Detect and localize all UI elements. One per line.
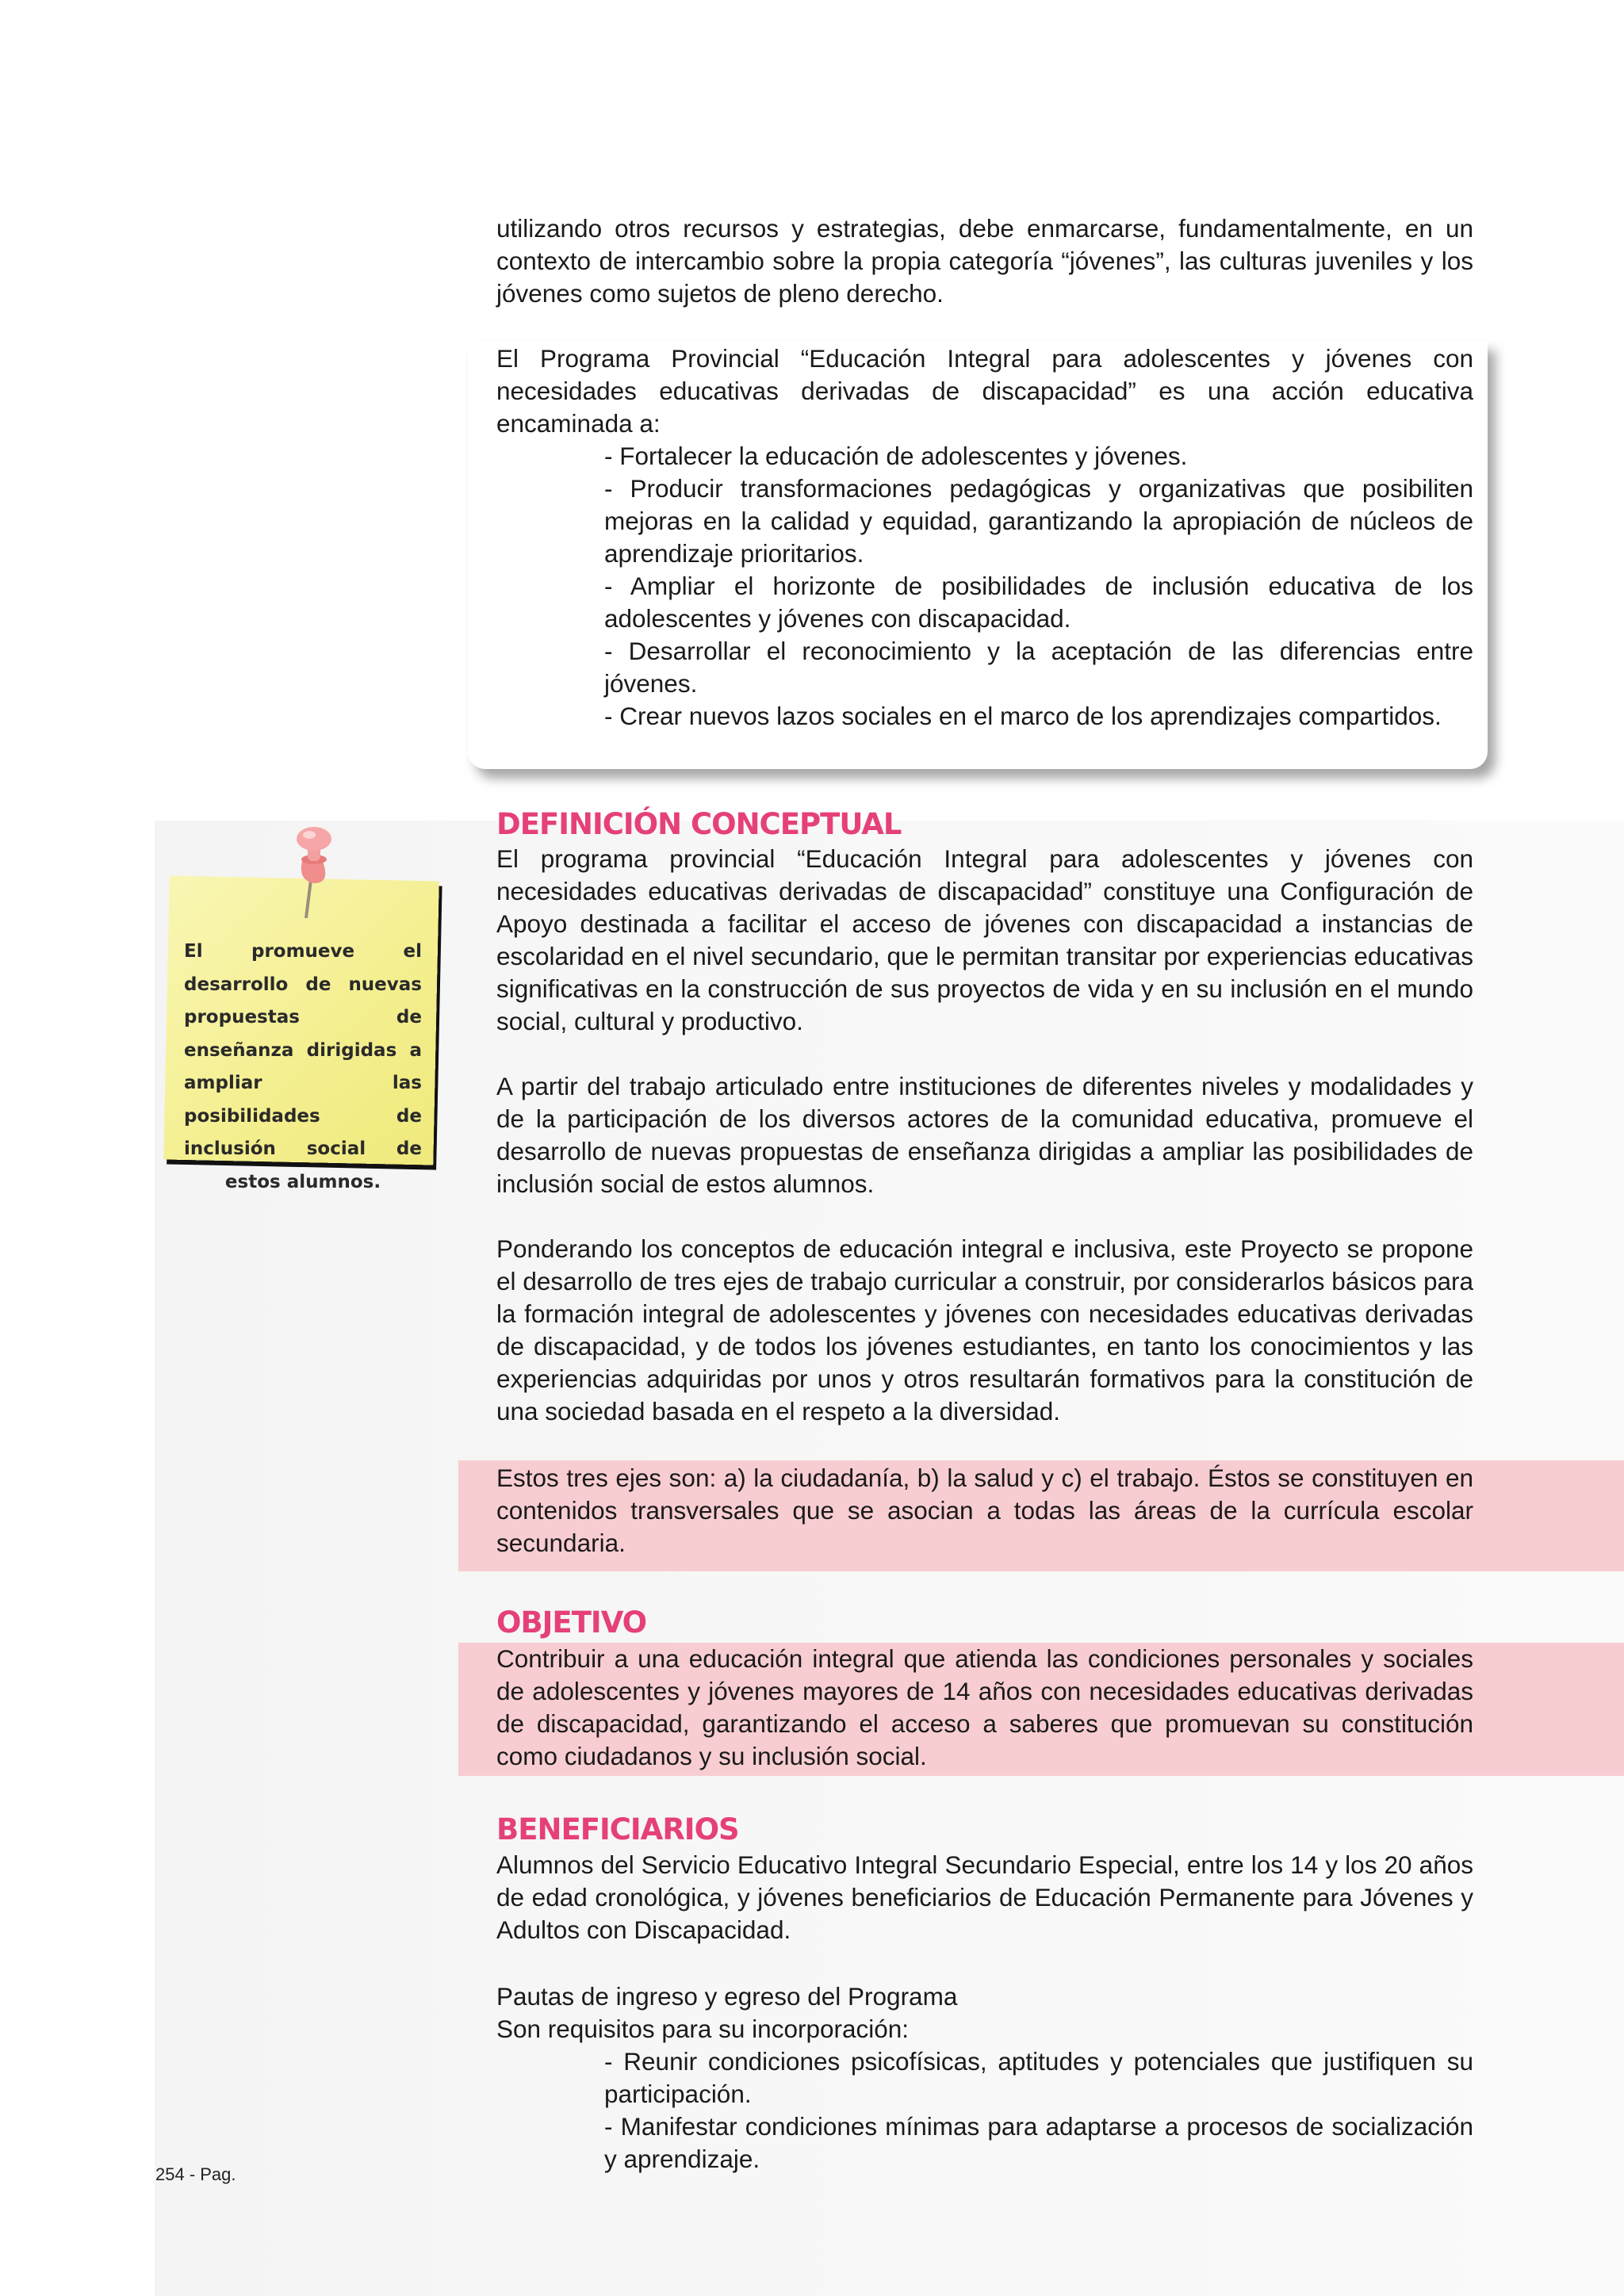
section-heading-beneficiarios: BENEFICIARIOS — [496, 1812, 739, 1846]
definicion-paragraph-2 — [496, 1070, 1473, 1200]
definicion-text-3: Ponderando los conceptos de educación integral e inclusiva, este Proyecto se propone el desarrollo de tres ejes de trabajo curricular a construir, por considerarlos básicos para la formación integral de adolescentes y jóvenes con necesidades educativas derivadas de discapacidad, y de todos los jóvenes estudiantes, en tanto los conocimientos y las experiencias adquiridas por unos y otros resultarán formativos para la constitución de una sociedad basada en el respeto a la diversidad. — [496, 1234, 1473, 1425]
sticky-note-text: El promueve el desarrollo de nuevas propuestas de enseñanza dirigidas a ampliar las posibilidades de inclusión social de estos alumnos. — [184, 941, 422, 1192]
section-heading-definicion: DEFINICIÓN CONCEPTUAL — [496, 807, 902, 841]
beneficiarios-text: Alumnos del Servicio Educativo Integral Secundario Especial, entre los 14 y los 20 años de edad cronológica, y jóvenes beneficiarios de Educación Permanente para Jóvenes y Adultos con Discapacidad. — [496, 1850, 1473, 1944]
intro-paragraph — [496, 212, 1473, 310]
definicion-paragraph-4 — [496, 1462, 1473, 1559]
definicion-text-4: Estos tres ejes son: a) la ciudadanía, b) la salud y c) el trabajo. Éstos se constituyen en contenidos transversales que se asocian a todas las áreas de la currícula escolar secundaria. — [496, 1464, 1473, 1557]
program-aims-content — [496, 342, 1473, 733]
objetivo-text: Contribuir a una educación integral que atienda las condiciones personales y sociales de adolescentes y jóvenes mayores de 14 años con necesidades educativas derivadas de discapacidad, garantizando el acceso a saberes que promuevan su constitución como ciudadanos y su inclusión social. — [496, 1644, 1473, 1770]
pushpin-icon — [279, 825, 350, 920]
program-aim-item: - Ampliar el horizonte de posibilidades de inclusión educativa de los adolescentes y jóvenes con discapacidad. — [604, 572, 1473, 633]
program-aim-item: - Fortalecer la educación de adolescentes y jóvenes. — [604, 442, 1188, 470]
beneficiarios-paragraph — [496, 1849, 1473, 1946]
program-aims-lead: El Programa Provincial “Educación Integral para adolescentes y jóvenes con necesidades educativas derivadas de discapacidad” es una acción educativa encaminada a: — [496, 344, 1473, 438]
program-aim-item: - Crear nuevos lazos sociales en el marco de los aprendizajes compartidos. — [604, 702, 1442, 730]
page-number: 254 - Pag. — [155, 2164, 236, 2184]
requisitos-lead: Son requisitos para su incorporación: — [496, 2015, 910, 2043]
requisitos-block — [496, 1980, 1473, 2175]
requisito-item: - Manifestar condiciones mínimas para adaptarse a procesos de socialización y aprendizaje. — [604, 2112, 1473, 2173]
definicion-paragraph-3 — [496, 1233, 1473, 1428]
requisito-item: - Reunir condiciones psicofísicas, aptitudes y potenciales que justifiquen su participación. — [604, 2047, 1473, 2108]
section-heading-objetivo: OBJETIVO — [496, 1605, 647, 1640]
pautas-title: Pautas de ingreso y egreso del Programa — [496, 1982, 958, 2011]
definicion-paragraph-1 — [496, 843, 1473, 1038]
program-aim-item: - Desarrollar el reconocimiento y la aceptación de las diferencias entre jóvenes. — [604, 637, 1473, 698]
program-aim-item: - Producir transformaciones pedagógicas y organizativas que posibiliten mejoras en la calidad y equidad, garantizando la apropiación de núcleos de aprendizaje prioritarios. — [604, 474, 1473, 568]
definicion-text-1: El programa provincial “Educación Integral para adolescentes y jóvenes con necesidades educativas derivadas de discapacidad” constituye una Configuración de Apoyo destinada a facilitar el acceso de jóvenes con discapacidad a instancias de escolaridad en el nivel secundario, que le permitan transitar por experiencias educativas significativas en la construcción de sus proyectos de vida y en su inclusión en el mundo social, cultural y productivo. — [496, 844, 1473, 1035]
intro-text: utilizando otros recursos y estrategias, debe enmarcarse, fundamentalmente, en un contexto de intercambio sobre la propia categoría “jóvenes”, las culturas juveniles y los jóvenes como sujetos de pleno derecho. — [496, 214, 1473, 308]
objetivo-paragraph — [496, 1643, 1473, 1773]
definicion-text-2: A partir del trabajo articulado entre instituciones de diferentes niveles y modalidades y de la participación de los diversos actores de la comunidad educativa, promueve el desarrollo de nuevas propuestas de enseñanza dirigidas a ampliar las posibilidades de inclusión social de estos alumnos. — [496, 1072, 1473, 1198]
